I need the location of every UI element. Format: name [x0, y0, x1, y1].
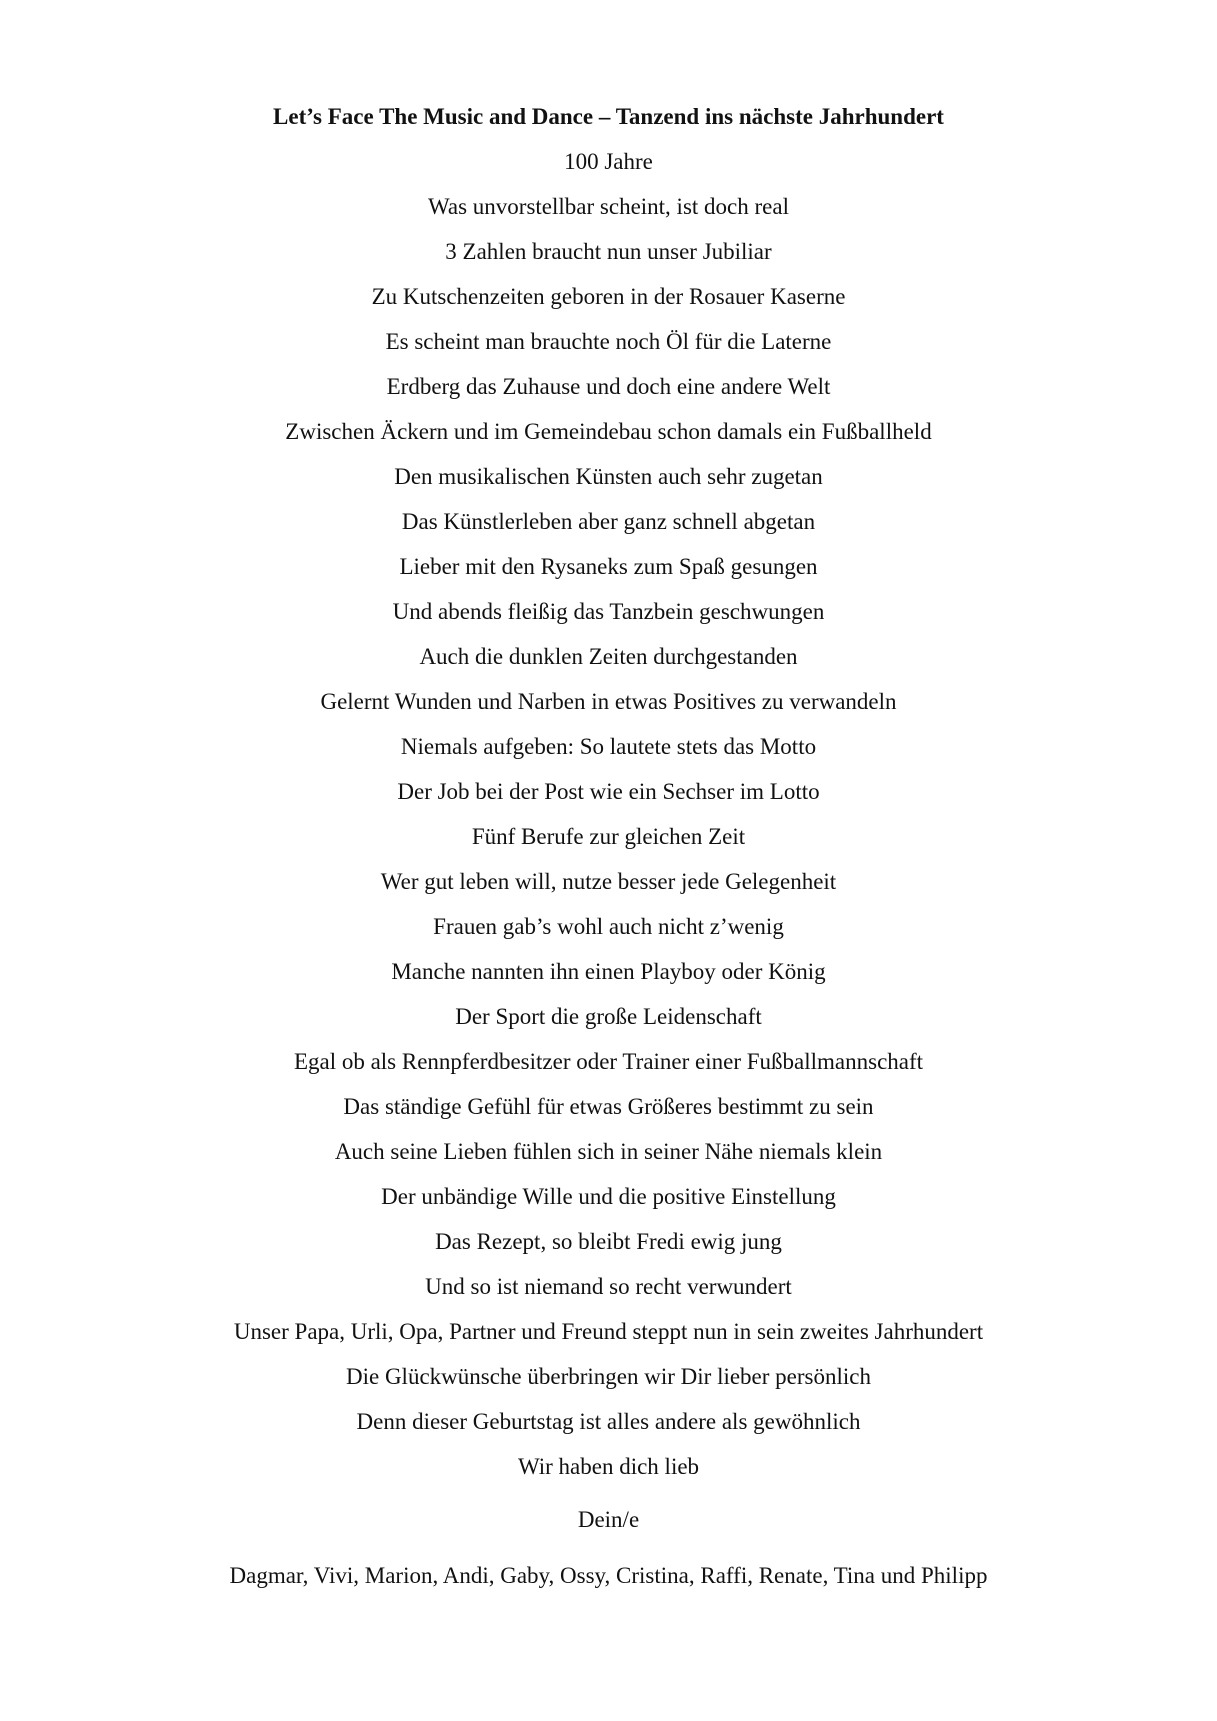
poem-line: Lieber mit den Rysaneks zum Spaß gesungen [399, 554, 818, 579]
closing-line: Dein/e [577, 1507, 640, 1532]
poem-line: Gelernt Wunden und Narben in etwas Positives zu verwandeln [320, 689, 897, 714]
poem-line: Wir haben dich lieb [517, 1454, 700, 1479]
poem-line: 100 Jahre [564, 149, 653, 174]
poem-line: Das Rezept, so bleibt Fredi ewig jung [435, 1229, 782, 1254]
signature-names: Dagmar, Vivi, Marion, Andi, Gaby, Ossy, Cristina, Raffi, Renate, Tina und Philipp [229, 1563, 988, 1588]
poem-line: 3 Zahlen braucht nun unser Jubiliar [445, 239, 772, 264]
poem-line: Manche nannten ihn einen Playboy oder König [391, 959, 826, 984]
poem-line: Der Job bei der Post wie ein Sechser im Lotto [397, 779, 820, 804]
poem-line: Es scheint man brauchte noch Öl für die Laterne [385, 329, 832, 354]
poem-line: Niemals aufgeben: So lautete stets das Motto [400, 734, 817, 759]
poem-line: Das ständige Gefühl für etwas Größeres bestimmt zu sein [343, 1094, 874, 1119]
poem-line: Und so ist niemand so recht verwundert [425, 1274, 792, 1299]
poem-line: Der unbändige Wille und die positive Einstellung [381, 1184, 836, 1209]
poem-line: Egal ob als Rennpferdbesitzer oder Trainer einer Fußballmannschaft [293, 1049, 924, 1074]
poem-line: Was unvorstellbar scheint, ist doch real [428, 194, 789, 219]
poem-line: Denn dieser Geburtstag ist alles andere als gewöhnlich [356, 1409, 861, 1434]
document-title: Let’s Face The Music and Dance – Tanzend ins nächste Jahrhundert [273, 104, 944, 129]
poem-line: Wer gut leben will, nutze besser jede Gelegenheit [380, 869, 837, 894]
poem-line: Erdberg das Zuhause und doch eine andere Welt [386, 374, 831, 399]
poem-line: Unser Papa, Urli, Opa, Partner und Freund steppt nun in sein zweites Jahrhundert [233, 1319, 984, 1344]
poem-line: Der Sport die große Leidenschaft [455, 1004, 762, 1029]
poem-line: Zu Kutschenzeiten geboren in der Rosauer Kaserne [371, 284, 846, 309]
poem-line: Das Künstlerleben aber ganz schnell abgetan [401, 509, 816, 534]
poem-lines [0, 146, 1217, 1496]
poem-line: Die Glückwünsche überbringen wir Dir lieber persönlich [345, 1364, 871, 1389]
poem-line: Und abends fleißig das Tanzbein geschwungen [392, 599, 825, 624]
poem-line: Den musikalischen Künsten auch sehr zugetan [394, 464, 823, 489]
poem-line: Auch seine Lieben fühlen sich in seiner Nähe niemals klein [334, 1139, 883, 1164]
poem-line: Auch die dunklen Zeiten durchgestanden [419, 644, 798, 669]
poem-line: Fünf Berufe zur gleichen Zeit [471, 824, 746, 849]
poem-line: Frauen gab’s wohl auch nicht z’wenig [433, 914, 784, 939]
poem-line: Zwischen Äckern und im Gemeindebau schon damals ein Fußballheld [285, 419, 932, 444]
